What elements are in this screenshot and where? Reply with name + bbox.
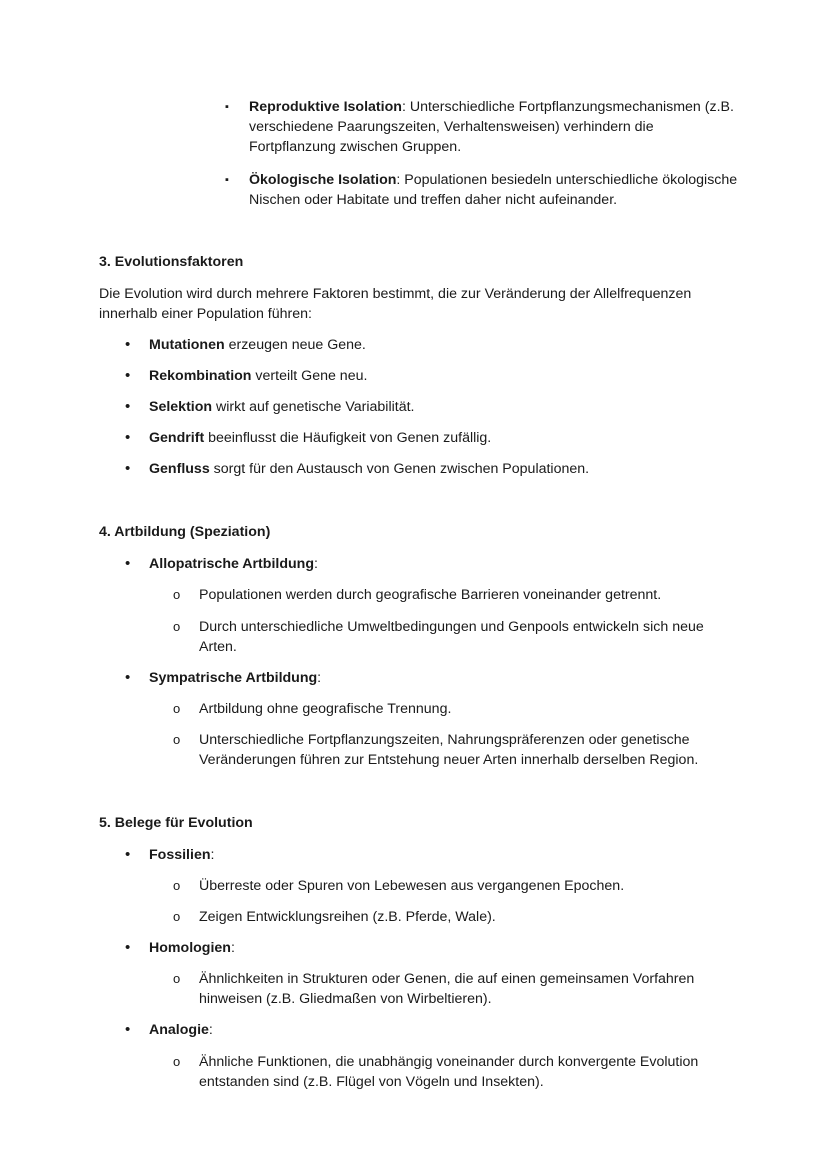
- term: Rekombination: [149, 368, 252, 384]
- description: Unterschiedliche Fortpflanzungszeiten, Nahrungspräferenzen oder genetische Veränderungen führen zur Entstehung neuer Arten innerhalb derselben Region.: [199, 732, 699, 768]
- description: Ähnliche Funktionen, die unabhängig voneinander durch konvergente Evolution entstanden sind (z.B. Flügel von Vögeln und Insekten).: [199, 1054, 699, 1090]
- list-item-fossilien: [125, 845, 739, 865]
- circle-bullet-icon: o: [173, 701, 181, 716]
- term: Sympatrische Artbildung: [149, 670, 318, 686]
- circle-bullet-icon: o: [173, 909, 181, 924]
- list-item-gendrift: [125, 428, 739, 448]
- description: Durch unterschiedliche Umweltbedingungen und Genpools entwickeln sich neue Arten.: [199, 619, 704, 655]
- description: : Unterschiedliche Fortpflanzungsmechanismen (z.B. verschiedene Paarungszeiten, Verhaltensweisen) verhindern die Fortpflanzung zwischen Gruppen.: [249, 99, 734, 155]
- list-item-analogie: [125, 1020, 739, 1040]
- term: Allopatrische Artbildung: [149, 556, 314, 572]
- description: beeinflusst die Häufigkeit von Genen zufällig.: [204, 430, 492, 446]
- description: Populationen werden durch geografische Barrieren voneinander getrennt.: [199, 587, 662, 603]
- term: Ökologische Isolation: [249, 172, 397, 188]
- colon: :: [210, 847, 215, 863]
- sub-list-item: [173, 1052, 739, 1092]
- sub-list-item: [173, 907, 739, 927]
- sub-list-item: [173, 699, 739, 719]
- sub-list-item: [173, 730, 739, 770]
- term: Analogie: [149, 1022, 209, 1038]
- circle-bullet-icon: o: [173, 619, 181, 634]
- term: Reproduktive Isolation: [249, 99, 402, 115]
- sub-list-item: [173, 617, 739, 657]
- list-item-ecological-isolation: [225, 170, 739, 210]
- list-item-rekombination: [125, 366, 739, 386]
- term: Fossilien: [149, 847, 211, 863]
- bullet-icon: •: [125, 669, 131, 686]
- bullet-icon: •: [125, 336, 131, 353]
- list-item-allopatrische-artbildung: [125, 554, 739, 574]
- description: wirkt auf genetische Variabilität.: [212, 399, 415, 415]
- list-item-homologien: [125, 938, 739, 958]
- bullet-icon: •: [125, 939, 131, 956]
- section-heading-belege: 5. Belege für Evolution: [99, 815, 253, 831]
- bullet-icon: •: [125, 367, 131, 384]
- square-bullet-icon: ▪: [225, 101, 229, 113]
- bullet-icon: •: [125, 1021, 131, 1038]
- description: sorgt für den Austausch von Genen zwischen Populationen.: [209, 461, 590, 477]
- list-item-selektion: [125, 397, 739, 417]
- description: Ähnlichkeiten in Strukturen oder Genen, die auf einen gemeinsamen Vorfahren hinweisen (z.B. Gliedmaßen von Wirbeltieren).: [199, 971, 695, 1007]
- square-bullet-icon: ▪: [225, 174, 229, 186]
- term: Homologien: [149, 940, 231, 956]
- description: Überreste oder Spuren von Lebewesen aus vergangenen Epochen.: [199, 878, 625, 894]
- bullet-icon: •: [125, 555, 131, 572]
- section-heading-artbildung: 4. Artbildung (Speziation): [99, 524, 271, 540]
- description: : Populationen besiedeln unterschiedliche ökologische Nischen oder Habitate und treffen daher nicht aufeinander.: [249, 172, 738, 208]
- list-item-mutationen: [125, 335, 739, 355]
- circle-bullet-icon: o: [173, 1054, 181, 1069]
- colon: :: [314, 556, 318, 572]
- list-item-reproductive-isolation: [225, 97, 739, 157]
- sub-list-item: [173, 876, 739, 896]
- bullet-icon: •: [125, 846, 131, 863]
- sub-list-item: [173, 585, 739, 605]
- description: erzeugen neue Gene.: [224, 337, 366, 353]
- colon: :: [317, 670, 322, 686]
- description: Artbildung ohne geografische Trennung.: [199, 701, 452, 717]
- term: Genfluss: [149, 461, 210, 477]
- circle-bullet-icon: o: [173, 732, 181, 747]
- bullet-icon: •: [125, 460, 131, 477]
- circle-bullet-icon: o: [173, 878, 181, 893]
- sub-list-item: [173, 969, 739, 1009]
- circle-bullet-icon: o: [173, 587, 181, 602]
- description: verteilt Gene neu.: [251, 368, 368, 384]
- term: Gendrift: [149, 430, 205, 446]
- description: Zeigen Entwicklungsreihen (z.B. Pferde, Wale).: [199, 909, 496, 925]
- list-item-genfluss: [125, 459, 739, 479]
- bullet-icon: •: [125, 429, 131, 446]
- circle-bullet-icon: o: [173, 971, 181, 986]
- term: Selektion: [149, 399, 213, 415]
- section-heading-evolutionsfaktoren: 3. Evolutionsfaktoren: [99, 254, 244, 270]
- section-intro-paragraph: Die Evolution wird durch mehrere Faktoren bestimmt, die zur Veränderung der Allelfrequenzen innerhalb einer Population führen:: [99, 286, 692, 322]
- bullet-icon: •: [125, 398, 131, 415]
- term: Mutationen: [149, 337, 225, 353]
- colon: :: [230, 940, 235, 956]
- list-item-sympatrische-artbildung: [125, 668, 739, 688]
- colon: :: [208, 1022, 213, 1038]
